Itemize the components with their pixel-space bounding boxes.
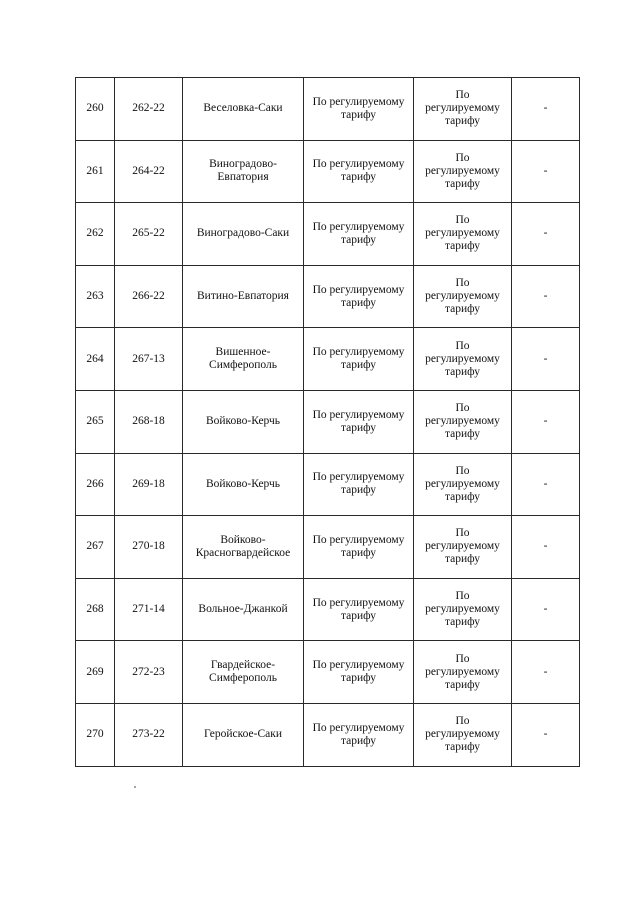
extra-cell: - — [512, 140, 580, 203]
row-number: 269 — [76, 641, 115, 704]
route-code: 272-23 — [115, 641, 183, 704]
tariff-cell-b: По регулируемому тарифу — [414, 516, 512, 579]
route-code: 268-18 — [115, 390, 183, 453]
route-code: 267-13 — [115, 328, 183, 391]
row-number: 266 — [76, 453, 115, 516]
tariff-cell-a: По регулируемому тарифу — [304, 328, 414, 391]
route-name: Виноградово-Евпатория — [183, 140, 304, 203]
row-number: 262 — [76, 203, 115, 266]
route-code: 264-22 — [115, 140, 183, 203]
extra-cell: - — [512, 453, 580, 516]
row-number: 270 — [76, 703, 115, 766]
table-row — [76, 390, 580, 453]
table-row — [76, 641, 580, 704]
tariff-cell-b: По регулируемому тарифу — [414, 140, 512, 203]
extra-cell: - — [512, 703, 580, 766]
route-name: Войково-Красногвардейское — [183, 516, 304, 579]
route-code: 269-18 — [115, 453, 183, 516]
row-number: 263 — [76, 265, 115, 328]
extra-cell: - — [512, 328, 580, 391]
tariff-cell-a: По регулируемому тарифу — [304, 140, 414, 203]
row-number: 260 — [76, 78, 115, 141]
row-number: 265 — [76, 390, 115, 453]
route-code: 270-18 — [115, 516, 183, 579]
route-name: Войково-Керчь — [183, 453, 304, 516]
route-name: Виноградово-Саки — [183, 203, 304, 266]
tariff-cell-b: По регулируемому тарифу — [414, 641, 512, 704]
extra-cell: - — [512, 578, 580, 641]
tariff-cell-a: По регулируемому тарифу — [304, 641, 414, 704]
route-name: Гвардейское-Симферополь — [183, 641, 304, 704]
routes-table-body — [76, 78, 580, 767]
table-row — [76, 328, 580, 391]
route-name: Вольное-Джанкой — [183, 578, 304, 641]
tariff-cell-b: По регулируемому тарифу — [414, 203, 512, 266]
route-code: 273-22 — [115, 703, 183, 766]
route-code: 271-14 — [115, 578, 183, 641]
extra-cell: - — [512, 641, 580, 704]
tariff-cell-b: По регулируемому тарифу — [414, 390, 512, 453]
table-row — [76, 78, 580, 141]
row-number: 268 — [76, 578, 115, 641]
extra-cell: - — [512, 390, 580, 453]
row-number: 261 — [76, 140, 115, 203]
route-code: 266-22 — [115, 265, 183, 328]
table-row — [76, 516, 580, 579]
tariff-cell-a: По регулируемому тарифу — [304, 203, 414, 266]
tariff-cell-a: По регулируемому тарифу — [304, 516, 414, 579]
tariff-cell-b: По регулируемому тарифу — [414, 328, 512, 391]
table-row — [76, 453, 580, 516]
tariff-cell-a: По регулируемому тарифу — [304, 78, 414, 141]
extra-cell: - — [512, 203, 580, 266]
route-code: 265-22 — [115, 203, 183, 266]
tariff-cell-b: По регулируемому тарифу — [414, 453, 512, 516]
extra-cell: - — [512, 78, 580, 141]
tariff-cell-a: По регулируемому тарифу — [304, 578, 414, 641]
routes-table — [75, 77, 580, 767]
tariff-cell-a: По регулируемому тарифу — [304, 703, 414, 766]
tariff-cell-b: По регулируемому тарифу — [414, 703, 512, 766]
route-name: Геройское-Саки — [183, 703, 304, 766]
table-row — [76, 703, 580, 766]
tariff-cell-b: По регулируемому тарифу — [414, 265, 512, 328]
row-number: 264 — [76, 328, 115, 391]
route-name: Веселовка-Саки — [183, 78, 304, 141]
tariff-cell-b: По регулируемому тарифу — [414, 578, 512, 641]
route-name: Витино-Евпатория — [183, 265, 304, 328]
row-number: 267 — [76, 516, 115, 579]
route-name: Войково-Керчь — [183, 390, 304, 453]
table-row — [76, 140, 580, 203]
table-row — [76, 578, 580, 641]
route-name: Вишенное-Симферополь — [183, 328, 304, 391]
extra-cell: - — [512, 516, 580, 579]
tariff-cell-a: По регулируемому тарифу — [304, 265, 414, 328]
tariff-cell-b: По регулируемому тарифу — [414, 78, 512, 141]
table-row — [76, 203, 580, 266]
tariff-cell-a: По регулируемому тарифу — [304, 453, 414, 516]
tariff-cell-a: По регулируемому тарифу — [304, 390, 414, 453]
scan-speck — [134, 786, 136, 788]
route-code: 262-22 — [115, 78, 183, 141]
table-row — [76, 265, 580, 328]
extra-cell: - — [512, 265, 580, 328]
